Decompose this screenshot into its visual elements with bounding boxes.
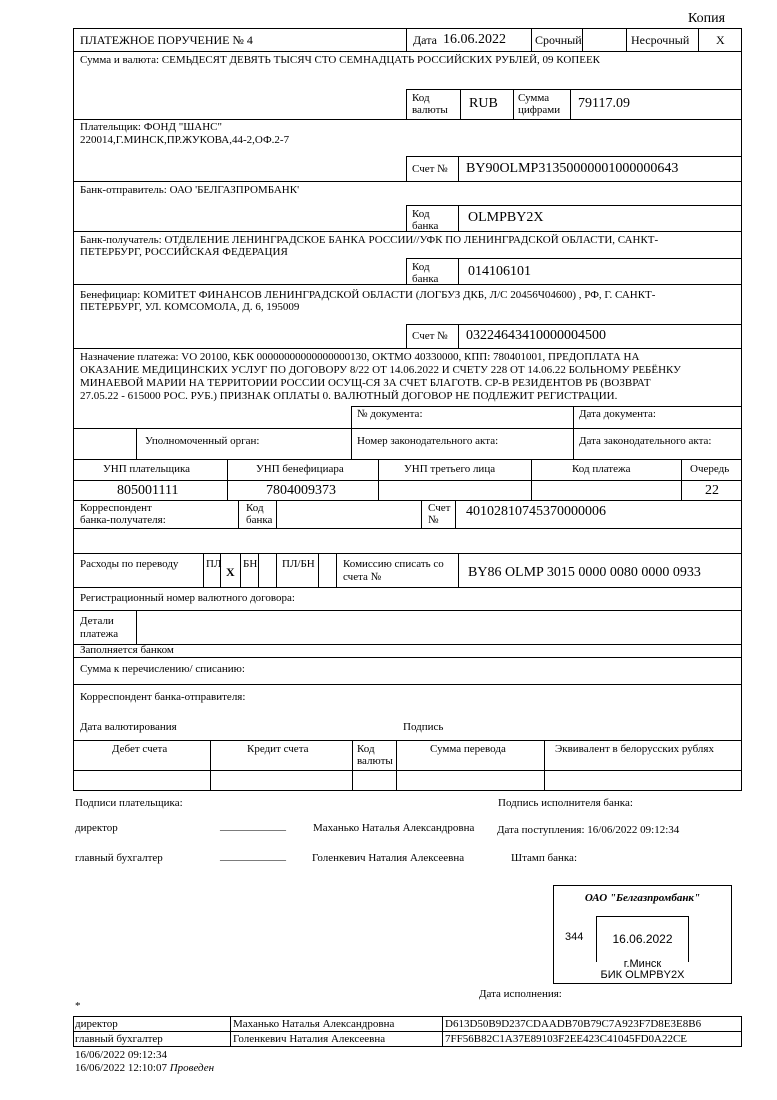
footer-row-1-name: Маханько Наталья Александровна [233,1018,395,1030]
unp-third-label: УНП третьего лица [404,463,496,475]
amount-words-label: Сумма и валюта: [80,54,160,66]
payer-address: 220014,Г.МИНСК,ПР.ЖУКОВА,44-2,ОФ.2-7 [80,134,290,146]
details-label-1: Детали [80,615,114,627]
purpose-line4: 27.05.22 - 615000 РОС. РУБ.) ПРИЗНАК ОПЛАТЫ 0. ВАЛЮТНЫЙ ДОГОВОР НЕ ПОДЛЕЖИТ РЕГИСТРАЦИИ. [80,390,618,402]
sender-bank-code-label: Код банка [412,208,439,233]
purpose-line2: ОКАЗАНИЕ МЕДИЦИНСКИХ УСЛУГ ПО ДОГОВОРУ 8/22 ОТ 14.06.2022 И СЧЕТУ 228 ОТ 14.06.22 БОЛЬНОМУ РЕБЁНКУ [80,364,681,376]
currency-header-1: Код [357,743,375,755]
director-label: директор [75,822,118,834]
authority-label: Уполномоченный орган: [145,435,260,447]
urgent-label: Срочный [535,33,582,47]
purpose-line1: Назначение платежа: VO 20100, КБК 00000000000000000130, ОКТМО 40330000, КПП: 780401001, ПРЕДОПЛАТА НА [80,351,640,363]
bank-stamp [553,885,732,984]
footer-row-2-hash: 7FF56B82C1A37E89103F2EE423C41045FD0A22CE [445,1033,688,1045]
correspondent-account: 40102810745370000006 [466,504,606,519]
date-label: Дата [413,33,437,47]
nonurgent-label: Несрочный [631,33,690,47]
act-date-label: Дата законодательного акта: [579,435,712,447]
stamp-number: 344 [565,931,584,943]
unp-payer-value: 805001111 [117,483,179,498]
payer-signatures-label: Подписи плательщика: [75,797,183,809]
commission-label-2: счета № [343,571,382,583]
correspondent-label-2: банка-получателя: [80,514,166,526]
footer-row-1-role: директор [75,1018,118,1030]
queue-value: 22 [705,483,719,498]
accountant-name: Голенкевич Наталия Алексеевна [312,852,465,864]
accountant-label: главный бухгалтер [75,852,163,864]
correspondent-code-label-2: банка [246,514,273,526]
correspondent-account-label-1: Счет [428,502,451,514]
currency-header-2: валюты [357,755,393,767]
details-label-2: платежа [80,628,119,640]
commission-label-1: Комиссию списать со [343,558,444,570]
copy-label: Копия [688,11,726,26]
date-value: 16.06.2022 [443,32,506,47]
currency-code-label: Код валюты [412,92,448,117]
expenses-label: Расходы по переводу [80,558,179,570]
credit-header: Кредит счета [247,743,309,755]
expenses-plbn: ПЛ/БН [282,558,315,570]
stamp-bik: БИК OLMPBY2X [600,969,685,981]
sender-bank-code: OLMPBY2X [468,210,544,225]
director-name: Маханько Наталья Александровна [313,822,475,834]
stamp-bank-name: ОАО "Белгазпромбанк" [584,892,701,904]
doc-number-label: № документа: [357,408,423,420]
beneficiary-line1: Бенефициар: КОМИТЕТ ФИНАНСОВ ЛЕНИНГРАДСКОЙ ОБЛАСТИ (ЛОГБУЗ ДКБ, Л/С 20456Ч04600) , РФ, Г. САНКТ- [80,289,656,301]
timestamp-2: 16/06/2022 12:10:07 Проведен [75,1062,215,1074]
debit-header: Дебет счета [112,743,168,755]
receiver-bank-line1: Банк-получатель: ОТДЕЛЕНИЕ ЛЕНИНГРАДСКОЕ БАНКА РОССИИ//УФК ПО ЛЕНИНГРАДСКОЙ ОБЛАСТИ, САНКТ- [80,234,659,246]
queue-label: Очередь [690,463,730,475]
executor-signature-label: Подпись исполнителя банка: [498,797,633,809]
beneficiary-line2: ПЕТЕРБУРГ, УЛ. КОМСОМОЛА, Д. 6, 195009 [80,301,300,313]
unp-payer-label: УНП плательщика [103,463,191,475]
beneficiary-account-label: Счет № [412,330,448,342]
sender-bank: Банк-отправитель: ОАО 'БЕЛГАЗПРОМБАНК' [80,184,300,196]
amount-digits: 79117.09 [578,96,630,111]
doc-date-label: Дата документа: [579,408,656,420]
bank-signature-label: Подпись [403,721,444,733]
director-signature-line: ____________ [220,820,286,832]
amount-to-transfer: Сумма к перечислению/ списанию: [80,663,245,675]
contract-reg-label: Регистрационный номер валютного договора: [80,592,295,604]
expenses-pl: ПЛ [206,558,222,570]
stamp-label: Штамп банка: [511,852,577,864]
nonurgent-mark: X [716,33,725,47]
value-date-label: Дата валютирования [80,721,177,733]
unp-beneficiary-value: 7804009373 [266,483,336,498]
transfer-sum-header: Сумма перевода [430,743,506,755]
payer-name: Плательщик: ФОНД "ШАНС" [80,121,223,133]
amount-digits-label: Сумма цифрами [518,92,561,117]
footer-row-2-role: главный бухгалтер [75,1033,163,1045]
timestamp-1: 16/06/2022 09:12:34 [75,1049,167,1061]
footer-row-1-hash: D613D50B9D237CDAADB70B79C7A923F7D8E3E8B6 [445,1018,702,1030]
commission-account: BY86 OLMP 3015 0000 0080 0000 0933 [468,565,701,580]
expenses-pl-mark: X [226,565,235,579]
correspondent-label-1: Корреспондент [80,502,152,514]
receiver-bank-code: 014106101 [468,264,531,279]
receipt-date: Дата поступления: 16/06/2022 09:12:34 [497,824,680,836]
status-text: Проведен [169,1062,215,1074]
stamp-date: 16.06.2022 [612,932,673,946]
purpose-line3: МИНАЕВОЙ МАРИИ НА ТЕРРИТОРИИ РОССИИ ОСУЩ-СЯ ЗА СЧЕТ БЛАГОТВ. СР-В РЕЗИДЕНТОВ РБ (ВОЗВРАТ [80,377,651,389]
sender-correspondent: Корреспондент банка-отправителя: [80,691,246,703]
expenses-bn: БН [243,558,258,570]
payment-code-label: Код платежа [572,463,631,475]
correspondent-code-label-1: Код [246,502,264,514]
accountant-signature-line: ____________ [220,850,286,862]
amount-words [80,55,600,66]
payer-account-label: Счет № [412,163,448,175]
footer-row-2-name: Голенкевич Наталия Алексеевна [233,1033,386,1045]
filled-by-bank: Заполняется банком [80,644,174,656]
asterisk: * [75,1000,81,1012]
act-number-label: Номер законодательного акта: [357,435,499,447]
payer-account: BY90OLMP31350000001000000643 [466,161,679,176]
equivalent-header: Эквивалент в белорусских рублях [555,743,714,755]
execution-date-label: Дата исполнения: [479,988,562,1000]
beneficiary-account: 03224643410000004500 [466,328,606,343]
document-title: ПЛАТЕЖНОЕ ПОРУЧЕНИЕ № 4 [80,33,253,47]
amount-words-value: СЕМЬДЕСЯТ ДЕВЯТЬ ТЫСЯЧ СТО СЕМНАДЦАТЬ РОССИЙСКИХ РУБЛЕЙ, 09 КОПЕЕК [161,54,601,66]
currency-code: RUB [469,96,498,111]
stamp-city: г.Минск [623,958,662,970]
unp-beneficiary-label: УНП бенефициара [256,463,344,475]
receiver-bank-line2: ПЕТЕРБУРГ, РОССИЙСКАЯ ФЕДЕРАЦИЯ [80,246,288,258]
receiver-bank-code-label: Код банка [412,261,439,286]
correspondent-account-label-2: № [428,514,439,526]
